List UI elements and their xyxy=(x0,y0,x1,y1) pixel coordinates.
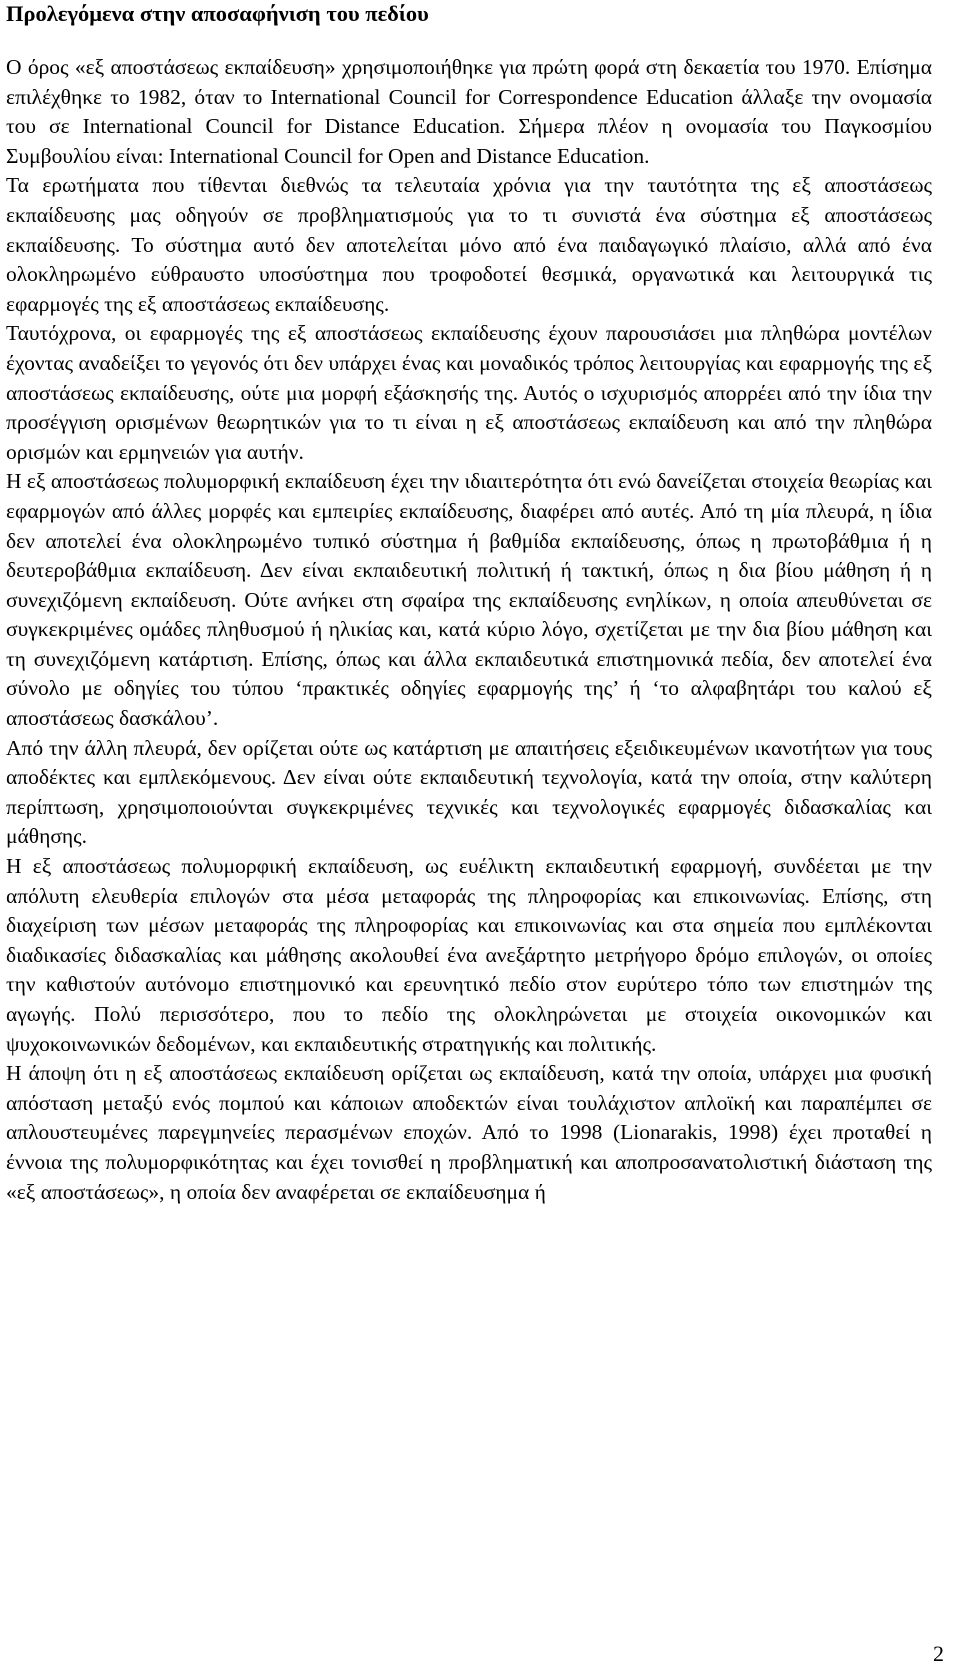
paragraph-3: Ταυτόχρονα, οι εφαρμογές της εξ αποστάσεως εκπαίδευσης έχουν παρουσιάσει μια πληθώρα μοντέλων έχοντας αναδείξει το γεγονός ότι δεν υπάρχει ένας και μοναδικός τρόπος λειτουργίας και εφαρμογής της εξ αποστάσεως εκπαίδευσης, ούτε μια μορφή εξάσκησής της. Αυτός ο ισχυρισμός απορρέει από την ίδια την προσέγγιση ορισμένων θεωρητικών για το τι είναι η εξ αποστάσεως εκπαίδευση και από την πληθώρα ορισμών και ερμηνειών για αυτήν. xyxy=(6,321,932,464)
paragraph-1: Ο όρος «εξ αποστάσεως εκπαίδευση» χρησιμοποιήθηκε για πρώτη φορά στη δεκαετία του 1970. Επίσημα επιλέχθηκε το 1982, όταν το International Council for Correspondence Education άλλαξε την ονομασία του σε International Council for Distance Education. Σήμερα πλέον η ονομασία του Παγκοσμίου Συμβουλίου είναι: International Council for Open and Distance Education. xyxy=(6,55,932,168)
heading-spacer xyxy=(6,28,932,53)
paragraph-4: Η εξ αποστάσεως πολυμορφική εκπαίδευση έχει την ιδιαιτερότητα ότι ενώ δανείζεται στοιχεία θεωρίας και εφαρμογών από άλλες μορφές και εμπειρίες εκπαίδευσης, διαφέρει από αυτές. Από τη μία πλευρά, η ίδια δεν αποτελεί ένα ολοκληρωμένο τυπικό σύστημα ή βαθμίδα εκπαίδευσης, όπως η πρωτοβάθμια ή η δευτεροβάθμια εκπαίδευση. Δεν είναι εκπαιδευτική πολιτική ή τακτική, όπως η δια βίου μάθηση ή η συνεχιζόμενη εκπαίδευση. Ούτε ανήκει στη σφαίρα της εκπαίδευσης ενηλίκων, η οποία απευθύνεται σε συγκεκριμένες ομάδες πληθυσμού ή ηλικίας και, κατά κύριο λόγο, σχετίζεται με την δια βίου μάθηση και τη συνεχιζόμενη κατάρτιση. Επίσης, όπως και άλλα εκπαιδευτικά επιστημονικά πεδία, δεν αποτελεί ένα σύνολο με οδηγίες του τύπου ‘πρακτικές οδηγίες εφαρμογής της’ ή ‘το αλφαβητάρι του καλού εξ αποστάσεως δασκάλου’. xyxy=(6,469,932,731)
paragraph-5: Από την άλλη πλευρά, δεν ορίζεται ούτε ως κατάρτιση με απαιτήσεις εξειδικευμένων ικανοτήτων για τους αποδέκτες και εμπλεκόμενους. Δεν είναι ούτε εκπαιδευτική τεχνολογία, κατά την οποία, στην καλύτερη περίπτωση, χρησιμοποιούνται συγκεκριμένες τεχνικές και τεχνολογικές εφαρμογές διδασκαλίας και μάθησης. xyxy=(6,735,932,849)
paragraph-2: Τα ερωτήματα που τίθενται διεθνώς τα τελευταία χρόνια για την ταυτότητα της εξ αποστάσεως εκπαίδευσης μας οδηγούν σε προβληματισμούς για το τι συνιστά ένα σύστημα εξ αποστάσεως εκπαίδευσης. Το σύστημα αυτό δεν αποτελείται μόνο από ένα παιδαγωγικό πλαίσιο, αλλά από ένα ολοκληρωμένο εύθραυστο υποσύστημα που τροφοδοτεί θεσμικά, οργανωτικά και λειτουργικά τις εφαρμογές της εξ αποστάσεως εκπαίδευσης. xyxy=(6,173,932,316)
section-heading: Προλεγόμενα στην αποσαφήνιση του πεδίου xyxy=(6,1,429,26)
paragraph-6: Η εξ αποστάσεως πολυμορφική εκπαίδευση, ως ευέλικτη εκπαιδευτική εφαρμογή, συνδέεται με την απόλυτη ελευθερία επιλογών στα μέσα μεταφοράς της πληροφορίας και επικοινωνίας. Επίσης, στη διαχείριση των μέσων μεταφοράς της πληροφορίας και επικοινωνίας και στα σημεία που εμπλέκονται διαδικασίες διδασκαλίας και μάθησης ακολουθεί ένα ανεξάρτητο μετρήγορο δρόμο επιλογών, οι οποίες την καθιστούν αυτόνομο επιστημονικό και ερευνητικό πεδίο στον ευρύτερο τόπο των επιστημών της αγωγής. Πολύ περισσότερο, που το πεδίο της ολοκληρώνεται με στοιχεία οικονομικών και ψυχοκοινωνικών δεδομένων, και εκπαιδευτικής στρατηγικής και πολιτικής. xyxy=(6,854,932,1056)
document-page xyxy=(6,0,932,1207)
page-number: 2 xyxy=(933,1641,944,1666)
paragraph-7: Η άποψη ότι η εξ αποστάσεως εκπαίδευση ορίζεται ως εκπαίδευση, κατά την οποία, υπάρχει μια φυσική απόσταση μεταξύ ενός πομπού και κάποιων αποδεκτών είναι τουλάχιστον απλοϊκή και παραπέμπει σε απλουστευμένες παρεγμηνείες περασμένων εποχών. Από το 1998 (Lionarakis, 1998) έχει προταθεί η έννοια της πολυμορφικότητας και έχει τονισθεί η προβληματική και αποπροσανατολιστική διάσταση της «εξ αποστάσεως», η οποία δεν αναφέρεται σε εκπαίδευσημα ή xyxy=(6,1061,932,1204)
